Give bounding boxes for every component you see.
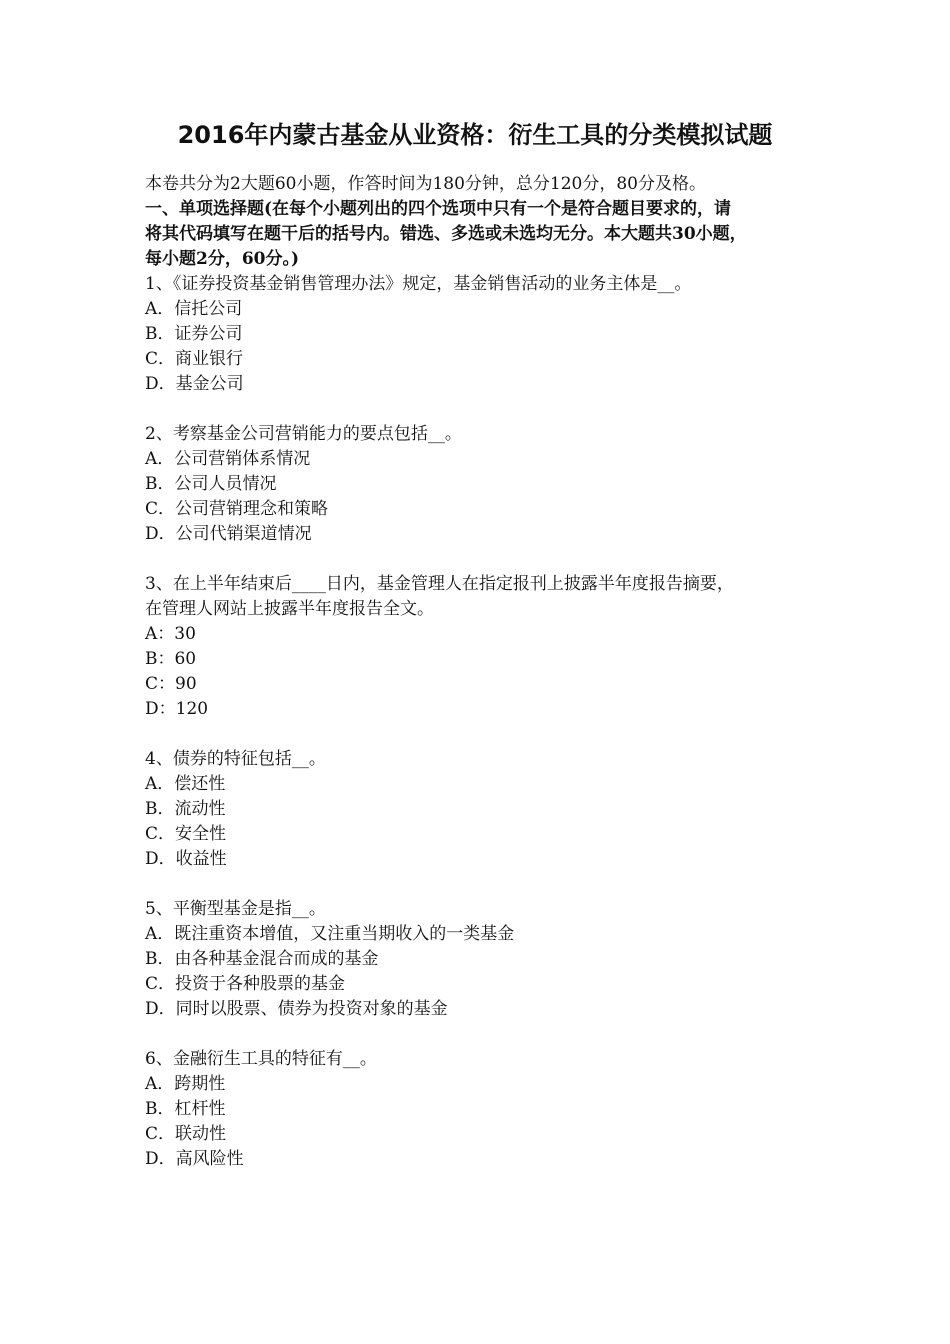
option-b: B．杠杆性 [145,1099,226,1119]
section-heading-line: 一、单项选择题(在每个小题列出的四个选项中只有一个是符合题目要求的，请 [145,199,732,219]
option-c: C．投资于各种股票的基金 [145,974,346,994]
question-stem: 5、平衡型基金是指__。 [145,899,326,919]
intro-text: 本卷共分为2大题60小题，作答时间为180分钟，总分120分，80分及格。 [145,174,706,194]
option-c: C．联动性 [145,1124,227,1144]
option-a: A．公司营销体系情况 [145,449,311,469]
spacer [145,1022,815,1047]
question-2 [145,422,815,547]
question-stem: 2、考察基金公司营销能力的要点包括__。 [145,424,462,444]
question-stem-continued: 在管理人网站上披露半年度报告全文。 [145,599,434,619]
option-d: D．收益性 [145,849,227,869]
spacer [145,872,815,897]
option-b: B．公司人员情况 [145,474,277,494]
option-a: A．信托公司 [145,299,243,319]
section-heading-line: 每小题2分，60分。) [145,249,300,269]
option-c: C．商业银行 [145,349,244,369]
question-stem: 1、《证券投资基金销售管理办法》规定，基金销售活动的业务主体是__。 [145,274,692,294]
option-a: A．既注重资本增值，又注重当期收入的一类基金 [145,924,515,944]
option-d: D．基金公司 [145,374,244,394]
option-b: B．流动性 [145,799,226,819]
question-stem: 4、债券的特征包括__。 [145,749,326,769]
option-b: B．由各种基金混合而成的基金 [145,949,379,969]
option-b: B：60 [145,649,197,669]
option-d: D．高风险性 [145,1149,244,1169]
option-d: D．同时以股票、债券为投资对象的基金 [145,999,448,1019]
option-a: A．跨期性 [145,1074,226,1094]
spacer [145,722,815,747]
option-a: A：30 [145,624,196,644]
option-d: D：120 [145,699,209,719]
question-1 [145,272,815,397]
question-stem: 3、在上半年结束后____日内，基金管理人在指定报刊上披露半年度报告摘要， [145,574,734,594]
question-6 [145,1047,815,1172]
section-heading [145,197,815,272]
exam-content [145,172,815,1172]
option-b: B．证券公司 [145,324,243,344]
question-3 [145,572,815,722]
option-c: C．安全性 [145,824,227,844]
question-5 [145,897,815,1022]
question-stem: 6、金融衍生工具的特征有__。 [145,1049,377,1069]
option-c: C．公司营销理念和策略 [145,499,329,519]
section-heading-line: 将其代码填写在题干后的括号内。错选、多选或未选均无分。本大题共30小题， [145,224,747,244]
spacer [145,547,815,572]
question-4 [145,747,815,872]
spacer [145,397,815,422]
option-d: D．公司代销渠道情况 [145,524,312,544]
option-a: A．偿还性 [145,774,226,794]
document-title: 2016年内蒙古基金从业资格：衍生工具的分类模拟试题 [177,121,773,149]
option-c: C：90 [145,674,197,694]
